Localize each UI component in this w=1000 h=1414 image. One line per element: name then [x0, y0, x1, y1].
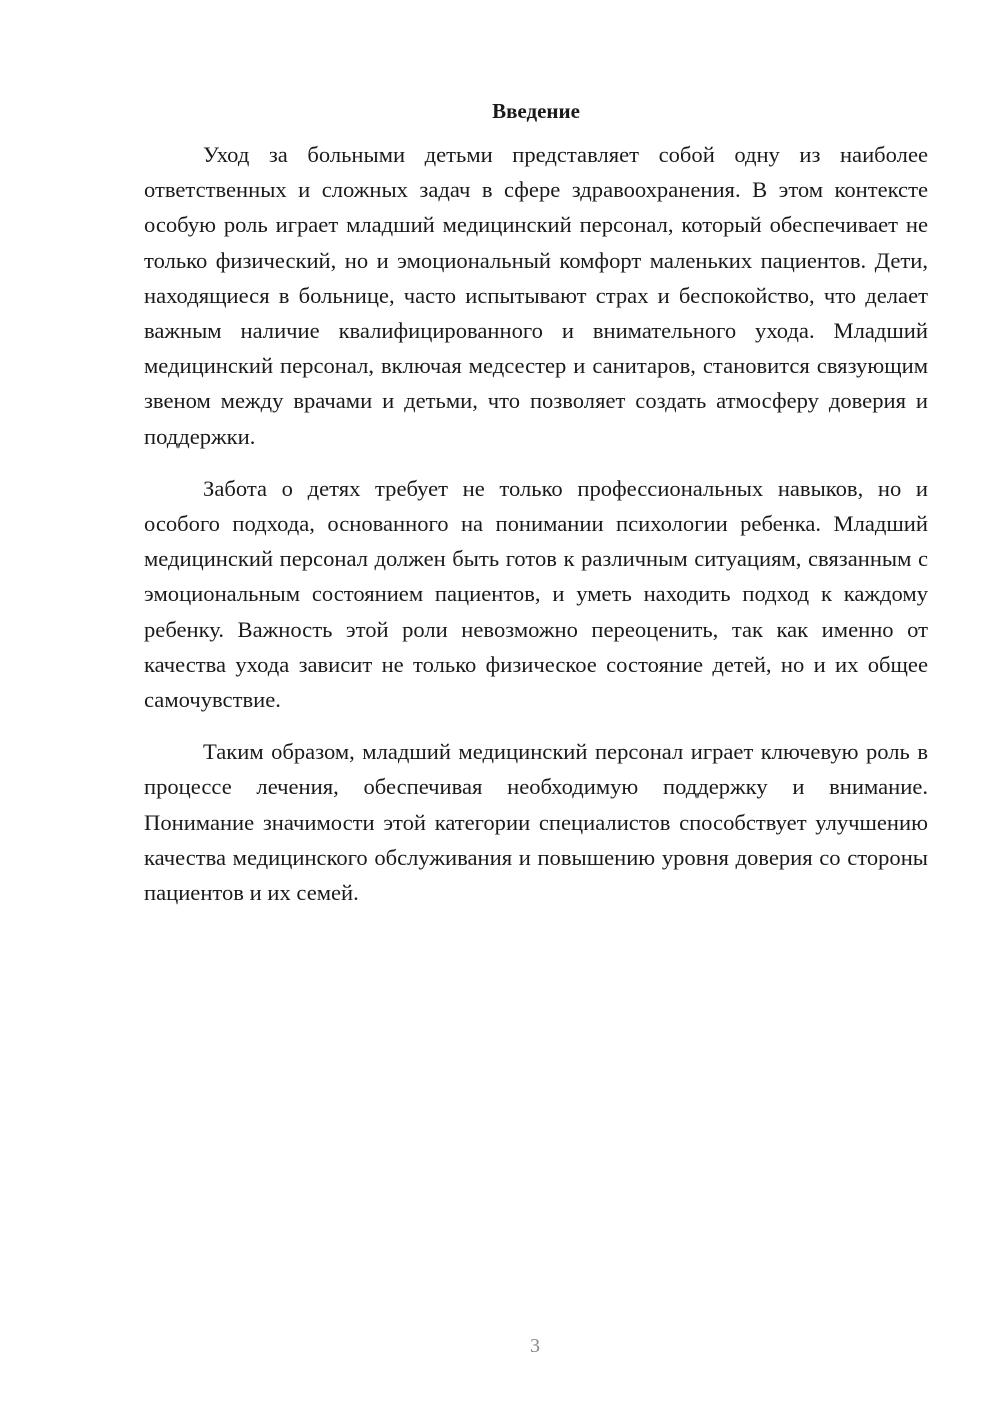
- page-body: [144, 96, 928, 910]
- section-heading: Введение: [492, 99, 580, 123]
- paragraph-2: Забота о детях требует не только профессиональных навыков, но и особого подхода, основанного на понимании психологии ребенка. Младший медицинский персонал должен быть готов к различным ситуациям, связанным с эмоциональным состоянием пациентов, и уметь находить подход к каждому ребенку. Важность этой роли невозможно переоценить, так как именно от качества ухода зависит не только физическое состояние детей, но и их общее самочувствие.: [144, 475, 928, 713]
- page-number: 3: [530, 1335, 540, 1357]
- paragraph-3: Таким образом, младший медицинский персонал играет ключевую роль в процессе лечения, обеспечивая необходимую поддержку и внимание. Понимание значимости этой категории специалистов способствует улучшению качества медицинского обслуживания и повышению уровня доверия со стороны пациентов и их семей.: [144, 739, 928, 906]
- paragraph-1: Уход за больными детьми представляет собой одну из наиболее ответственных и сложных задач в сфере здравоохранения. В этом контексте особую роль играет младший медицинский персонал, который обеспечивает не только физический, но и эмоциональный комфорт маленьких пациентов. Дети, находящиеся в больнице, часто испытывают страх и беспокойство, что делает важным наличие квалифицированного и внимательного ухода. Младший медицинский персонал, включая медсестер и санитаров, становится связующим звеном между врачами и детьми, что позволяет создать атмосферу доверия и поддержки.: [144, 142, 928, 449]
